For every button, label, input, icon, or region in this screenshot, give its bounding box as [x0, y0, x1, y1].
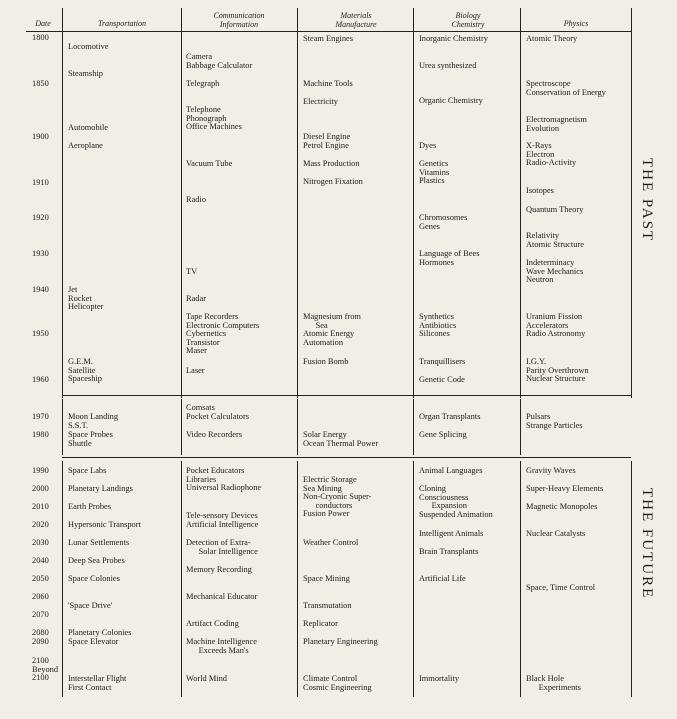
bio-entry: Intelligent Animals: [419, 529, 484, 538]
materials-entry: Weather Control: [303, 538, 359, 547]
physics-entry: Relativity Atomic Structure: [526, 231, 584, 249]
comm-entry: Radio: [186, 195, 207, 204]
comm-entry: Detection of Extra- Solar Intelligence: [186, 538, 258, 556]
physics-entry: Space, Time Control: [526, 583, 596, 592]
transport-entry: Steamship: [68, 69, 103, 78]
transport-entry: Automobile: [68, 123, 109, 132]
date-label: 2010: [32, 502, 49, 511]
comm-entry: Radar: [186, 294, 206, 303]
bio-entry: Brain Transplants: [419, 547, 479, 556]
comm-entry: Tape Recorders Electronic Computers Cybernetics Transistor Maser: [186, 312, 260, 356]
physics-entry: Electromagnetism Evolution: [526, 115, 587, 133]
section-rule-past: [62, 395, 631, 396]
transport-entry: Earth Probes: [68, 502, 112, 511]
column-rule: [520, 461, 521, 697]
materials-entry: Nitrogen Fixation: [303, 177, 363, 186]
header-communication: Communication Information: [213, 11, 265, 29]
comm-entry: TV: [186, 267, 198, 276]
column-rule: [62, 8, 63, 398]
bio-entry: Chromosomes Genes: [419, 213, 468, 231]
comm-entry: Artifact Coding: [186, 619, 239, 628]
bio-entry: Tranquillisers: [419, 357, 466, 366]
bio-entry: Cloning Consciousness Expansion Suspended Animation: [419, 484, 493, 519]
bio-entry: Genetic Code: [419, 375, 465, 384]
column-rule: [297, 461, 298, 697]
physics-entry: Magnetic Monopoles: [526, 502, 598, 511]
comm-entry: Laser: [186, 366, 205, 375]
physics-entry: Uranium Fission Accelerators Radio Astronomy: [526, 312, 586, 339]
bio-entry: Synthetics Antibiotics Silicones: [419, 312, 457, 339]
physics-entry: Super-Heavy Elements: [526, 484, 604, 493]
column-rule: [62, 399, 63, 455]
materials-entry: Transmutation: [303, 601, 352, 610]
physics-entry: Atomic Theory: [526, 34, 578, 43]
materials-entry: Climate Control Cosmic Engineering: [303, 674, 372, 692]
physics-entry: Quantum Theory: [526, 205, 584, 214]
header-physics: Physics: [563, 19, 589, 28]
date-label: 1930: [32, 249, 49, 258]
section-label-future: THE FUTURE: [639, 488, 655, 600]
bio-entry: Gene Splicing: [419, 430, 467, 439]
date-label: 2090: [32, 637, 49, 646]
header-materials: Materials Manufacture: [335, 11, 377, 29]
materials-entry: Magnesium from Sea Atomic Energy Automation: [303, 312, 361, 347]
transport-entry: Locomotive: [68, 42, 109, 51]
bio-entry: Organ Transplants: [419, 412, 481, 421]
column-rule: [62, 461, 63, 697]
transport-entry: 'Space Drive': [68, 601, 113, 610]
bio-entry: Genetics Vitamins Plastics: [419, 159, 450, 186]
physics-entry: Isotopes: [526, 186, 554, 195]
transport-entry: Deep Sea Probes: [68, 556, 125, 565]
bio-entry: Animal Languages: [419, 466, 483, 475]
date-label: 1970: [32, 412, 49, 421]
materials-entry: Fusion Bomb: [303, 357, 349, 366]
date-label: 2080: [32, 628, 49, 637]
date-label: 1850: [32, 79, 49, 88]
date-label: 2100 Beyond 2100: [32, 656, 59, 683]
column-rule: [520, 399, 521, 455]
transport-entry: Moon Landing S.S.T.: [68, 412, 119, 430]
comm-entry: Tele-sensory Devices Artificial Intelligence: [186, 511, 259, 529]
date-label: 2030: [32, 538, 49, 547]
header-date: Date: [35, 19, 51, 28]
transport-entry: Planetary Colonies Space Elevator: [68, 628, 132, 646]
comm-entry: Mechanical Educator: [186, 592, 258, 601]
transport-entry: Space Colonies: [68, 574, 120, 583]
transport-entry: Space Probes Shuttle: [68, 430, 113, 448]
column-rule: [631, 461, 632, 697]
bio-entry: Inorganic Chemistry: [419, 34, 488, 43]
column-rule: [181, 8, 182, 398]
comm-entry: Pocket Educators Libraries Universal Radiophone: [186, 466, 262, 493]
bio-entry: Urea synthesized: [419, 61, 477, 70]
header-transportation: Transportation: [97, 19, 146, 28]
date-label: 1980: [32, 430, 49, 439]
transport-entry: Aeroplane: [68, 141, 103, 150]
transport-entry: Hypersonic Transport: [68, 520, 141, 529]
column-rule: [297, 8, 298, 398]
date-label: 1800: [32, 33, 49, 42]
materials-entry: Space Mining: [303, 574, 350, 583]
column-rule: [181, 461, 182, 697]
physics-entry: Spectroscope Conservation of Energy: [526, 79, 606, 97]
physics-entry: Gravity Waves: [526, 466, 576, 475]
transport-entry: Lunar Settlements: [68, 538, 130, 547]
bio-entry: Immortality: [419, 674, 460, 683]
materials-entry: Steam Engines: [303, 34, 354, 43]
date-label: 1940: [32, 285, 49, 294]
column-rule: [413, 461, 414, 697]
materials-entry: Mass Production: [303, 159, 360, 168]
header-biology: Biology Chemistry: [451, 11, 485, 29]
materials-entry: Planetary Engineering: [303, 637, 378, 646]
physics-entry: X-Rays Electron Radio-Activity: [526, 141, 577, 168]
date-label: 2050: [32, 574, 49, 583]
column-rule: [520, 8, 521, 398]
transport-entry: Interstellar Flight First Contact: [68, 674, 127, 692]
comm-entry: Camera Babbage Calculator: [186, 52, 253, 70]
date-label: 1950: [32, 329, 49, 338]
date-label: 1960: [32, 375, 49, 384]
transport-entry: G.E.M. Satellite Spaceship: [68, 357, 102, 384]
date-label: 2020: [32, 520, 49, 529]
materials-entry: Solar Energy Ocean Thermal Power: [303, 430, 379, 448]
materials-entry: Electric Storage Sea Mining Non-Cryonic Super- conductors Fusion Power: [303, 475, 372, 519]
header-rule: [26, 31, 631, 32]
date-label: 2060: [32, 592, 49, 601]
physics-entry: Black Hole Experiments: [526, 674, 581, 692]
materials-entry: Replicator: [303, 619, 338, 628]
section-rule-present: [62, 457, 631, 458]
bio-entry: Organic Chemistry: [419, 96, 483, 105]
transport-entry: Space Labs: [68, 466, 107, 475]
date-label: 1990: [32, 466, 49, 475]
physics-entry: I.G.Y. Parity Overthrown Nuclear Structure: [526, 357, 589, 384]
comm-entry: Comsats Pocket Calculators: [186, 403, 250, 421]
bio-entry: Dyes: [419, 141, 437, 150]
date-label: 1900: [32, 132, 49, 141]
materials-entry: Machine Tools: [303, 79, 353, 88]
bio-entry: Language of Bees Hormones: [419, 249, 480, 267]
comm-entry: Vacuum Tube: [186, 159, 233, 168]
section-label-past: THE PAST: [639, 158, 655, 243]
physics-entry: Pulsars Strange Particles: [526, 412, 583, 430]
comm-entry: Telephone Phonograph Office Machines: [186, 105, 242, 132]
column-rule: [181, 399, 182, 455]
transport-entry: Planetary Landings: [68, 484, 133, 493]
physics-entry: Indeterminacy Wave Mechanics Neutron: [526, 258, 584, 285]
column-rule: [297, 399, 298, 455]
date-label: 2070: [32, 610, 49, 619]
date-label: 2040: [32, 556, 49, 565]
materials-entry: Electricity: [303, 97, 338, 106]
column-rule: [631, 8, 632, 398]
column-rule: [413, 399, 414, 455]
comm-entry: Memory Recording: [186, 565, 252, 574]
date-label: 2000: [32, 484, 49, 493]
physics-entry: Nuclear Catalysts: [526, 529, 586, 538]
comm-entry: World Mind: [186, 674, 227, 683]
transport-entry: Jet Rocket Helicopter: [68, 285, 104, 312]
comm-entry: Video Recorders: [186, 430, 243, 439]
bio-entry: Artificial Life: [419, 574, 466, 583]
comm-entry: Telegraph: [186, 79, 220, 88]
column-rule: [413, 8, 414, 398]
date-label: 1920: [32, 213, 49, 222]
date-label: 1910: [32, 178, 49, 187]
comm-entry: Machine Intelligence Exceeds Man's: [186, 637, 257, 655]
materials-entry: Diesel Engine Petrol Engine: [303, 132, 351, 150]
